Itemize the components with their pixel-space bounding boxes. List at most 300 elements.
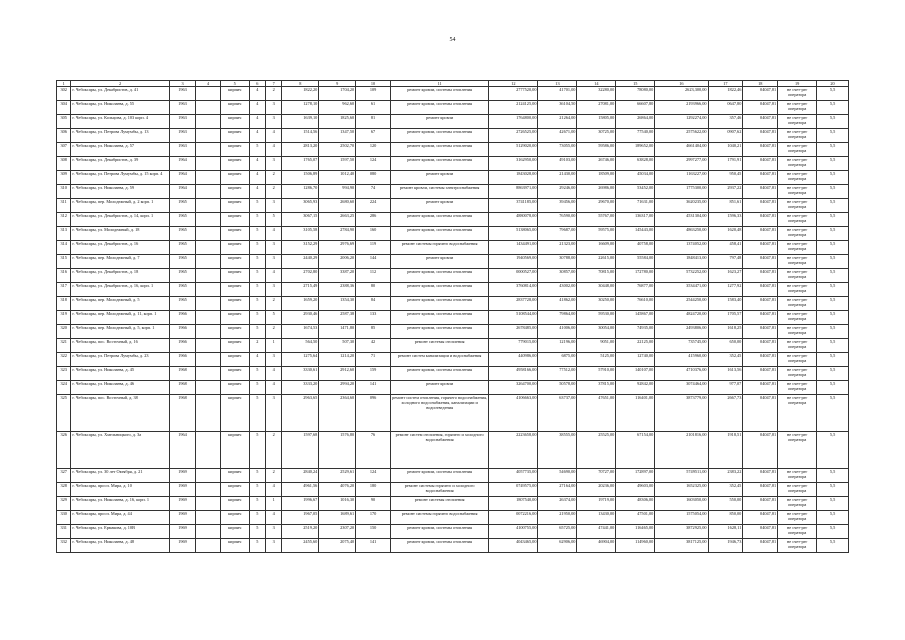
cell-people: 80 (356, 283, 391, 297)
cell-year: 1969 (169, 511, 196, 525)
cell-no: 316 (57, 269, 71, 283)
cell-empty (196, 241, 221, 255)
cell-entr: 2 (265, 325, 281, 339)
cell-addr: г. Чебоксары, ул. Николаева, д. 48 (71, 539, 169, 553)
cell-floors: 5 (249, 432, 265, 469)
cell-c20: 5,5 (817, 395, 849, 432)
cell-people: 119 (356, 241, 391, 255)
cell-entr: 3 (265, 353, 281, 367)
cell-total: 1575054,00 (655, 511, 708, 525)
cell-cost: 779015,00 (489, 339, 538, 353)
cell-no: 332 (57, 539, 71, 553)
cell-year: 1969 (169, 525, 196, 539)
cell-no: 320 (57, 325, 71, 339)
cell-c13: 6875,00 (538, 353, 577, 367)
cell-area: 1506,89 (282, 171, 319, 185)
cell-c18: 04047,81 (743, 497, 778, 511)
cell-cost: 5138065,00 (489, 227, 538, 241)
cell-mgr: не счет-рег оператора (778, 283, 817, 297)
cell-entr: 2 (265, 185, 281, 199)
cell-c15: 78080,00 (616, 87, 655, 101)
cell-year: 1964 (169, 171, 196, 185)
cell-area2: 1347,50 (319, 129, 356, 143)
cell-c14: 46904,00 (577, 539, 616, 553)
cell-c20: 5,5 (817, 511, 849, 525)
cell-c15: 55584,00 (616, 255, 655, 269)
housing-table-wrapper (56, 80, 849, 553)
cell-cost: 0749575,00 (489, 483, 538, 497)
cell-people: 170 (356, 511, 391, 525)
cell-c20: 5,5 (817, 255, 849, 269)
cell-c13: 30788,00 (538, 255, 577, 269)
cell-total: 1848413,00 (655, 255, 708, 269)
cell-total: 2493806,00 (655, 325, 708, 339)
cell-entr: 3 (265, 101, 281, 115)
cell-entr: 3 (265, 539, 281, 553)
cell-c13: 49103,00 (538, 157, 577, 171)
cell-area2: 962,60 (319, 101, 356, 115)
header-cell: 9 (319, 81, 356, 87)
cell-c15: 172897,00 (616, 469, 655, 483)
cell-c20: 5,5 (817, 367, 849, 381)
cell-c15: 145867,00 (616, 311, 655, 325)
cell-c15: 45034,00 (616, 171, 655, 185)
cell-total: 4531304,00 (655, 213, 708, 227)
cell-floors: 5 (249, 367, 265, 381)
cell-empty (196, 87, 221, 101)
table-row (57, 129, 849, 143)
cell-entr: 2 (265, 297, 281, 311)
cell-area2: 1825,60 (319, 115, 356, 129)
cell-cost: 2124125,00 (489, 101, 538, 115)
cell-cost: 0072216,00 (489, 511, 538, 525)
cell-year: 1964 (169, 432, 196, 469)
cell-c20: 5,5 (817, 199, 849, 213)
cell-c14: 19719,00 (577, 497, 616, 511)
cell-addr: г. Чебоксары, ул. Николаева, д. 57 (71, 143, 169, 157)
cell-c18: 04047,81 (743, 269, 778, 283)
cell-floors: 4 (249, 185, 265, 199)
cell-c18: 04047,81 (743, 381, 778, 395)
cell-area2: 1704,20 (319, 87, 356, 101)
cell-area2: 2994,20 (319, 381, 356, 395)
cell-entr: 3 (265, 115, 281, 129)
cell-no: 319 (57, 311, 71, 325)
cell-c17: 1918,51 (708, 432, 743, 469)
cell-area2: 2529,61 (319, 469, 356, 483)
cell-entr: 4 (265, 367, 281, 381)
header-cell: 7 (265, 81, 281, 87)
cell-mgr: не счет-рег оператора (778, 241, 817, 255)
cell-mgr: не счет-рег оператора (778, 297, 817, 311)
cell-cost: 3162950,00 (489, 157, 538, 171)
cell-area: 1765,07 (282, 157, 319, 171)
cell-entr: 4 (265, 227, 281, 241)
cell-c20: 5,5 (817, 325, 849, 339)
cell-floors: 5 (249, 297, 265, 311)
cell-floors: 5 (249, 213, 265, 227)
cell-no: 309 (57, 171, 71, 185)
cell-c15: 92842,00 (616, 381, 655, 395)
cell-c20: 5,5 (817, 269, 849, 283)
cell-c18: 04047,81 (743, 241, 778, 255)
cell-c20: 5,5 (817, 129, 849, 143)
cell-c20: 5,5 (817, 283, 849, 297)
cell-area: 2930,46 (282, 311, 319, 325)
cell-c15: 77540,00 (616, 129, 655, 143)
cell-c13: 39456,00 (538, 199, 577, 213)
cell-year: 1968 (169, 395, 196, 432)
cell-addr: г. Чебоксары, ул. Декабристов, д. 16 (71, 241, 169, 255)
cell-floors: 5 (249, 269, 265, 283)
cell-entr: 3 (265, 283, 281, 297)
cell-area2: 2680,60 (319, 199, 356, 213)
header-cell: 10 (356, 81, 391, 87)
cell-work: ремонт кровли, системы отопления (390, 269, 488, 283)
cell-mgr: не счет-рег оператора (778, 311, 817, 325)
cell-mgr: не счет-рег оператора (778, 255, 817, 269)
cell-floors: 5 (249, 469, 265, 483)
cell-no: 324 (57, 381, 71, 395)
cell-c14: 29670,00 (577, 199, 616, 213)
cell-empty (196, 469, 221, 483)
cell-c17: 2937,22 (708, 185, 743, 199)
cell-addr: г. Чебоксары, пос. Восточный, д. 16 (71, 339, 169, 353)
cell-people: 144 (356, 255, 391, 269)
cell-no: 326 (57, 432, 71, 469)
cell-no: 325 (57, 395, 71, 432)
table-row (57, 143, 849, 157)
cell-mgr: не счет-рег оператора (778, 185, 817, 199)
cell-c15: 140107,00 (616, 367, 655, 381)
cell-work: ремонт кровли, системы отопления (390, 87, 488, 101)
cell-c15: 12740,00 (616, 353, 655, 367)
cell-people: 112 (356, 269, 391, 283)
header-cell: 4 (196, 81, 221, 87)
cell-total: 735745,00 (655, 339, 708, 353)
cell-no: 327 (57, 469, 71, 483)
cell-c18: 04047,81 (743, 143, 778, 157)
cell-floors: 5 (249, 241, 265, 255)
cell-cost: 2726525,00 (489, 129, 538, 143)
cell-c18: 04047,81 (743, 227, 778, 241)
cell-people: 124 (356, 157, 391, 171)
cell-people: 160 (356, 227, 391, 241)
cell-c15: 40758,00 (616, 241, 655, 255)
cell-floors: 5 (249, 395, 265, 432)
cell-work: ремонт систем отопления, горячего и холодного водоснабжения (390, 432, 488, 469)
cell-floors: 5 (249, 497, 265, 511)
cell-area: 3330,61 (282, 367, 319, 381)
cell-c18: 04047,81 (743, 367, 778, 381)
cell-c13: 38555,00 (538, 432, 577, 469)
cell-year: 1965 (169, 213, 196, 227)
cell-no: 315 (57, 255, 71, 269)
cell-people: 74 (356, 185, 391, 199)
cell-c14: 27081,00 (577, 101, 616, 115)
header-cell: 14 (577, 81, 616, 87)
cell-c20: 5,5 (817, 497, 849, 511)
cell-c18: 04047,81 (743, 469, 778, 483)
cell-c14: 70815,00 (577, 269, 616, 283)
cell-mgr: не счет-рег оператора (778, 339, 817, 353)
cell-c20: 5,5 (817, 381, 849, 395)
cell-mat: кирпич (220, 213, 249, 227)
cell-entr: 5 (265, 213, 281, 227)
cell-area: 1996,67 (282, 497, 319, 511)
cell-c17: 1583,40 (708, 297, 743, 311)
cell-work: ремонт кровли, системы отопления (390, 539, 488, 553)
cell-c20: 5,5 (817, 157, 849, 171)
cell-entr: 4 (265, 129, 281, 143)
cell-c15: 67154,00 (616, 432, 655, 469)
cell-area2: 2388,36 (319, 283, 356, 297)
table-row (57, 227, 849, 241)
cell-no: 307 (57, 143, 71, 157)
cell-c20: 5,5 (817, 171, 849, 185)
header-cell: 18 (743, 81, 778, 87)
cell-floors: 4 (249, 353, 265, 367)
cell-total: 1603050,00 (655, 497, 708, 511)
cell-addr: г. Чебоксары, ул. Николаева, д. 45 (71, 367, 169, 381)
cell-area: 1659,20 (282, 297, 319, 311)
table-row (57, 241, 849, 255)
cell-year: 1966 (169, 339, 196, 353)
cell-empty (196, 283, 221, 297)
cell-work: ремонт системы горячего и холодного водоснабжения (390, 483, 488, 497)
cell-work: ремонт кровли (390, 171, 488, 185)
cell-no: 322 (57, 353, 71, 367)
cell-total: 5732252,00 (655, 269, 708, 283)
cell-addr: г. Чебоксары, ул. Декабристов, д. 39 (71, 157, 169, 171)
cell-c14: 20236,00 (577, 483, 616, 497)
cell-area: 1674,53 (282, 325, 319, 339)
cell-people: 180 (356, 483, 391, 497)
table-row (57, 185, 849, 199)
cell-total: 2997277,00 (655, 157, 708, 171)
cell-c20: 5,5 (817, 539, 849, 553)
cell-entr: 4 (265, 511, 281, 525)
cell-mgr: не счет-рег оператора (778, 469, 817, 483)
cell-floors: 5 (249, 511, 265, 525)
cell-mgr: не счет-рег оператора (778, 325, 817, 339)
cell-entr: 5 (265, 311, 281, 325)
table-row (57, 367, 849, 381)
cell-cost: 4958166,00 (489, 367, 538, 381)
table-row (57, 171, 849, 185)
cell-floors: 5 (249, 255, 265, 269)
cell-c17: 850,00 (708, 511, 743, 525)
cell-floors: 4 (249, 115, 265, 129)
cell-addr: г. Чебоксары, ул. Молодежный, д. 18 (71, 227, 169, 241)
cell-area: 564,50 (282, 339, 319, 353)
cell-people: 71 (356, 353, 391, 367)
cell-area: 2519,20 (282, 525, 319, 539)
cell-entr: 1 (265, 339, 281, 353)
cell-year: 1965 (169, 199, 196, 213)
cell-area: 2715,49 (282, 283, 319, 297)
cell-area2: 1214,20 (319, 353, 356, 367)
cell-c13: 65725,00 (538, 525, 577, 539)
cell-empty (196, 185, 221, 199)
table-row (57, 325, 849, 339)
cell-year: 1969 (169, 469, 196, 483)
cell-empty (196, 353, 221, 367)
cell-work: ремонт кровли, системы отопления (390, 325, 488, 339)
cell-mat: кирпич (220, 325, 249, 339)
cell-addr: г. Чебоксары, пер. Молодежный, д. 5 (71, 297, 169, 311)
cell-entr: 4 (265, 269, 281, 283)
table-row (57, 283, 849, 297)
cell-year: 1963 (169, 87, 196, 101)
cell-c14: 18509,00 (577, 171, 616, 185)
cell-c15: 22125,00 (616, 339, 655, 353)
cell-c13: 36104,50 (538, 101, 577, 115)
cell-area: 1639,10 (282, 115, 319, 129)
cell-mat: кирпич (220, 353, 249, 367)
cell-c13: 27164,00 (538, 483, 577, 497)
cell-c13: 21264,00 (538, 115, 577, 129)
cell-cost: 0000527,00 (489, 269, 538, 283)
cell-work: ремонт кровли (390, 381, 488, 395)
cell-c20: 5,5 (817, 311, 849, 325)
cell-empty (196, 255, 221, 269)
cell-c13: 50578,00 (538, 381, 577, 395)
cell-c15: 114960,00 (616, 539, 655, 553)
cell-floors: 5 (249, 483, 265, 497)
cell-c14: 59575,00 (577, 227, 616, 241)
cell-area: 1597,68 (282, 432, 319, 469)
cell-c14: 55767,00 (577, 213, 616, 227)
cell-area2: 1576,80 (319, 432, 356, 469)
cell-floors: 4 (249, 171, 265, 185)
cell-people: 159 (356, 367, 391, 381)
cell-people: 133 (356, 311, 391, 325)
cell-cost: 1434491,00 (489, 241, 538, 255)
cell-c20: 5,5 (817, 469, 849, 483)
cell-area2: 1597,50 (319, 157, 356, 171)
cell-c13: 79864,00 (538, 311, 577, 325)
cell-empty (196, 511, 221, 525)
cell-year: 1965 (169, 241, 196, 255)
cell-addr: г. Чебоксары, ул. Кольцова, д. 103 корп. 4 (71, 115, 169, 129)
cell-area2: 1689,61 (319, 511, 356, 525)
cell-area: 1822,20 (282, 87, 319, 101)
cell-entr: 3 (265, 241, 281, 255)
cell-empty (196, 115, 221, 129)
cell-year: 1963 (169, 115, 196, 129)
cell-year: 1969 (169, 497, 196, 511)
cell-empty (196, 539, 221, 553)
cell-mgr: не счет-рег оператора (778, 497, 817, 511)
cell-no: 312 (57, 213, 71, 227)
cell-total: 4661404,00 (655, 143, 708, 157)
cell-c18: 04047,81 (743, 353, 778, 367)
cell-c18: 04047,81 (743, 255, 778, 269)
cell-no: 331 (57, 525, 71, 539)
cell-cost: 440986,00 (489, 353, 538, 367)
cell-c14: 59586,00 (577, 143, 616, 157)
cell-c20: 5,5 (817, 241, 849, 255)
cell-area2: 2976,69 (319, 241, 356, 255)
cell-people: 85 (356, 325, 391, 339)
cell-c15: 76877,00 (616, 283, 655, 297)
cell-empty (196, 339, 221, 353)
table-row (57, 483, 849, 497)
cell-people: 080 (356, 171, 391, 185)
cell-area: 3067,15 (282, 213, 319, 227)
cell-area: 1275,64 (282, 353, 319, 367)
cell-c17: 2383,22 (708, 469, 743, 483)
table-row (57, 469, 849, 483)
cell-c14: 47441,00 (577, 525, 616, 539)
cell-work: ремонт кровли, системы отопления (390, 101, 488, 115)
cell-total: 2623,300,00 (655, 87, 708, 101)
cell-people: 42 (356, 339, 391, 353)
cell-total: 1652325,00 (655, 483, 708, 497)
cell-c14: 13430,00 (577, 511, 616, 525)
header-cell: 6 (249, 81, 265, 87)
cell-people: 61 (356, 101, 391, 115)
cell-no: 329 (57, 497, 71, 511)
cell-area2: 2784,90 (319, 227, 356, 241)
table-row (57, 395, 849, 432)
header-cell: 8 (282, 81, 319, 87)
cell-year: 1968 (169, 381, 196, 395)
table-row (57, 497, 849, 511)
cell-mgr: не счет-рег оператора (778, 143, 817, 157)
cell-work: ремонт кровли (390, 199, 488, 213)
cell-entr: 4 (265, 483, 281, 497)
cell-c14: 26986,00 (577, 185, 616, 199)
cell-mat: кирпич (220, 143, 249, 157)
cell-mgr: не счет-рег оператора (778, 213, 817, 227)
cell-area: 3065,93 (282, 199, 319, 213)
cell-area2: 1354,30 (319, 297, 356, 311)
cell-floors: 5 (249, 227, 265, 241)
cell-c15: 116465,00 (616, 525, 655, 539)
cell-c20: 5,5 (817, 297, 849, 311)
cell-c18: 04047,81 (743, 129, 778, 143)
cell-total: 2101816,00 (655, 432, 708, 469)
cell-mat: кирпич (220, 497, 249, 511)
cell-no: 304 (57, 101, 71, 115)
cell-entr: 4 (265, 143, 281, 157)
cell-c15: 71631,00 (616, 199, 655, 213)
cell-c17: 1791,91 (708, 157, 743, 171)
cell-work: ремонт кровли, системы отопления (390, 311, 488, 325)
cell-year: 1968 (169, 367, 196, 381)
cell-cost: 4880078,00 (489, 213, 538, 227)
cell-mgr: не счет-рег оператора (778, 101, 817, 115)
cell-mgr: не счет-рег оператора (778, 381, 817, 395)
cell-work: ремонт кровли, системы электроснабжения (390, 185, 488, 199)
cell-floors: 5 (249, 199, 265, 213)
cell-c13: 41006,00 (538, 325, 577, 339)
cell-people: 141 (356, 539, 391, 553)
cell-year: 1966 (169, 353, 196, 367)
header-cell: 11 (390, 81, 488, 87)
cell-c14: 59530,00 (577, 311, 616, 325)
cell-mgr: не счет-рег оператора (778, 367, 817, 381)
cell-area: 3152,29 (282, 241, 319, 255)
cell-c17: 950,45 (708, 171, 743, 185)
cell-empty (196, 171, 221, 185)
cell-c13: 62906,00 (538, 539, 577, 553)
header-cell: 16 (655, 81, 708, 87)
cell-c13: 21323,00 (538, 241, 577, 255)
cell-empty (196, 227, 221, 241)
